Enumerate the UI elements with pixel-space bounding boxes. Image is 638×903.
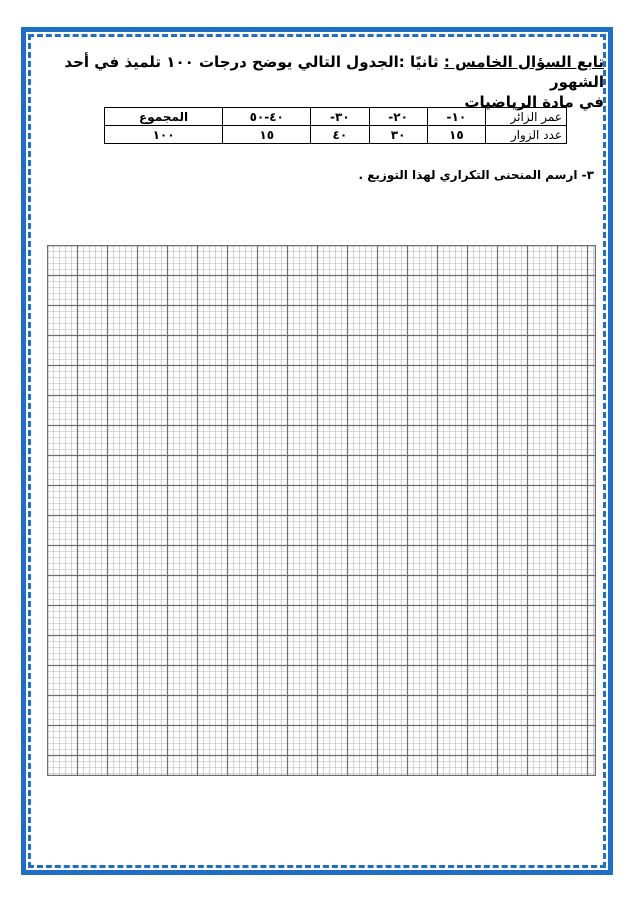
table-cell: ٢٠- xyxy=(369,108,427,126)
heading-line-2: في مادة الرياضيات xyxy=(464,93,604,111)
task-instruction: ٣- ارسم المنحنى التكراري لهذا التوزيع . xyxy=(358,168,594,182)
frequency-table xyxy=(104,107,567,144)
table-cell: ١٥ xyxy=(223,126,311,144)
table-cell: المجموع xyxy=(105,108,223,126)
table-cell: ٣٠- xyxy=(311,108,369,126)
table-row xyxy=(105,126,567,144)
heading-line-1 xyxy=(40,52,604,92)
heading-rest: ثانيًا :الجدول التالي يوضح درجات ١٠٠ تلميذ في أحد الشهور xyxy=(64,53,604,91)
table-row xyxy=(105,108,567,126)
table-cell: ٤٠ xyxy=(311,126,369,144)
table-cell: عمر الزائر xyxy=(486,108,567,126)
table-cell: ١٥ xyxy=(427,126,485,144)
question-heading xyxy=(40,52,604,112)
table-cell: عدد الزوار xyxy=(486,126,567,144)
graph-paper xyxy=(47,245,596,776)
table-cell: ١٠- xyxy=(427,108,485,126)
heading-underlined: تابع السؤال الخامس : xyxy=(443,53,604,71)
table-cell: ٤٠-٥٠ xyxy=(223,108,311,126)
table-cell: ١٠٠ xyxy=(105,126,223,144)
table-cell: ٣٠ xyxy=(369,126,427,144)
